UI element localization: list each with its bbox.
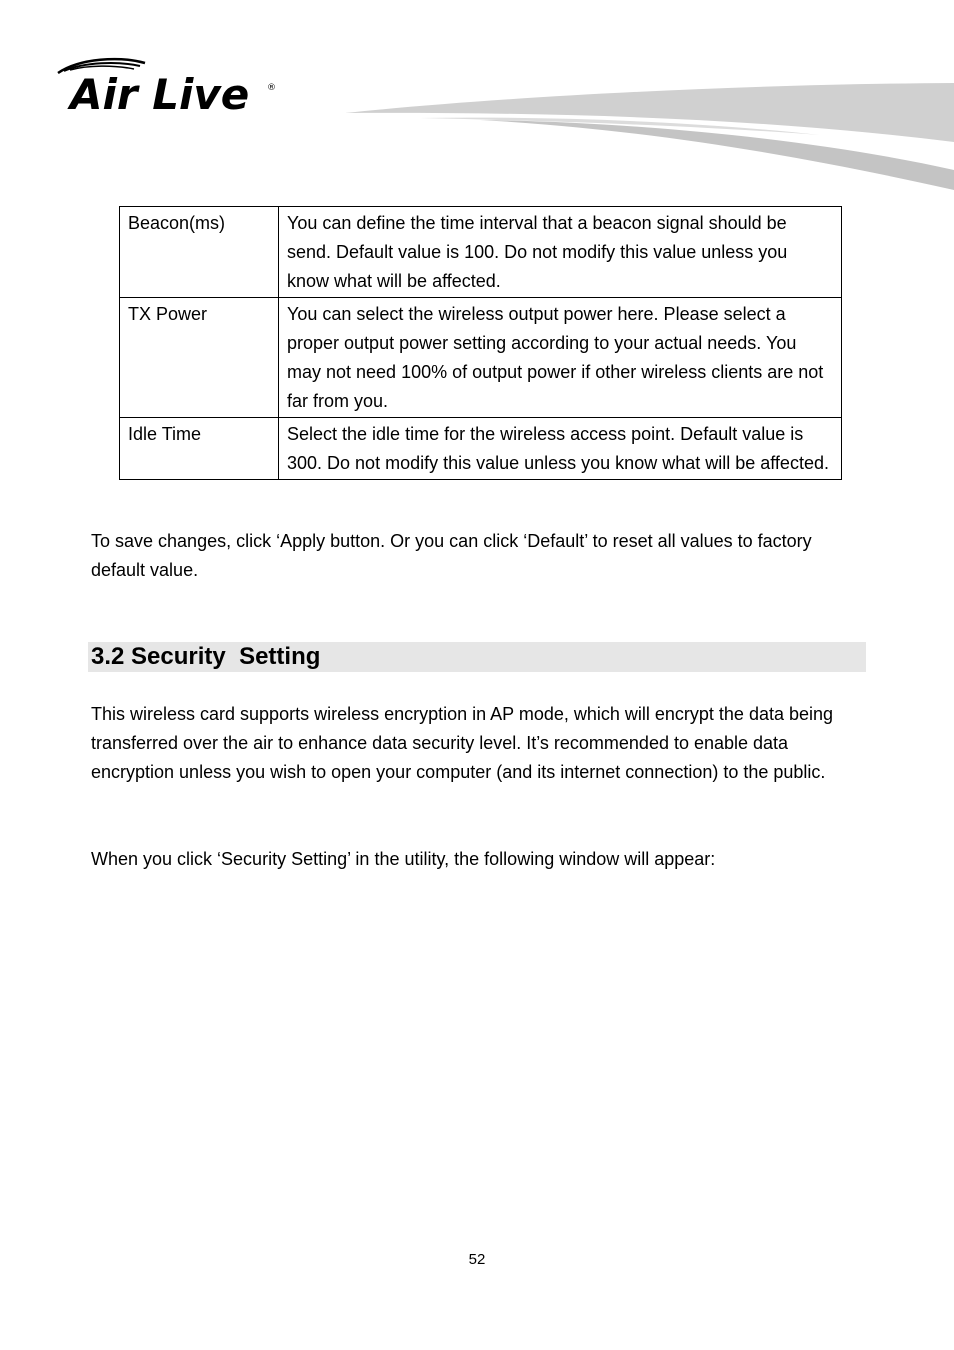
param-name: Beacon(ms) xyxy=(120,207,279,298)
window-note-paragraph: When you click ‘Security Setting’ in the utility, the following window will appear: xyxy=(91,849,716,869)
param-name: Idle Time xyxy=(120,418,279,480)
param-description: You can define the time interval that a beacon signal should be send. Default value is 100. Do not modify this value unless you know what will be affected. xyxy=(279,207,842,298)
page-number: 52 xyxy=(468,1251,486,1268)
page-header xyxy=(0,0,954,200)
section-title: 3.2 Security Setting xyxy=(91,643,321,670)
section-heading-bar xyxy=(88,642,866,672)
param-description: You can select the wireless output power here. Please select a proper output power setting according to your actual needs. You may not need 100% of output power if other wireless clients are not far from you. xyxy=(279,298,842,418)
parameter-table xyxy=(119,206,842,480)
param-description: Select the idle time for the wireless access point. Default value is 300. Do not modify this value unless you know what will be affected. xyxy=(279,418,842,480)
table-row xyxy=(120,207,842,298)
param-name: TX Power xyxy=(120,298,279,418)
airlive-logo: Air Live xyxy=(70,70,250,119)
intro-paragraph: This wireless card supports wireless encryption in AP mode, which will encrypt the data being transferred over the air to enhance data security level. It’s recommended to enable data encryption unless you wish to open your computer (and its internet connection) to the public. xyxy=(91,704,834,782)
table-row xyxy=(120,298,842,418)
registered-mark: ® xyxy=(267,83,276,93)
table-row xyxy=(120,418,842,480)
save-changes-note: To save changes, click ‘Apply button. Or you can click ‘Default’ to reset all values to factory default value. xyxy=(91,531,812,580)
